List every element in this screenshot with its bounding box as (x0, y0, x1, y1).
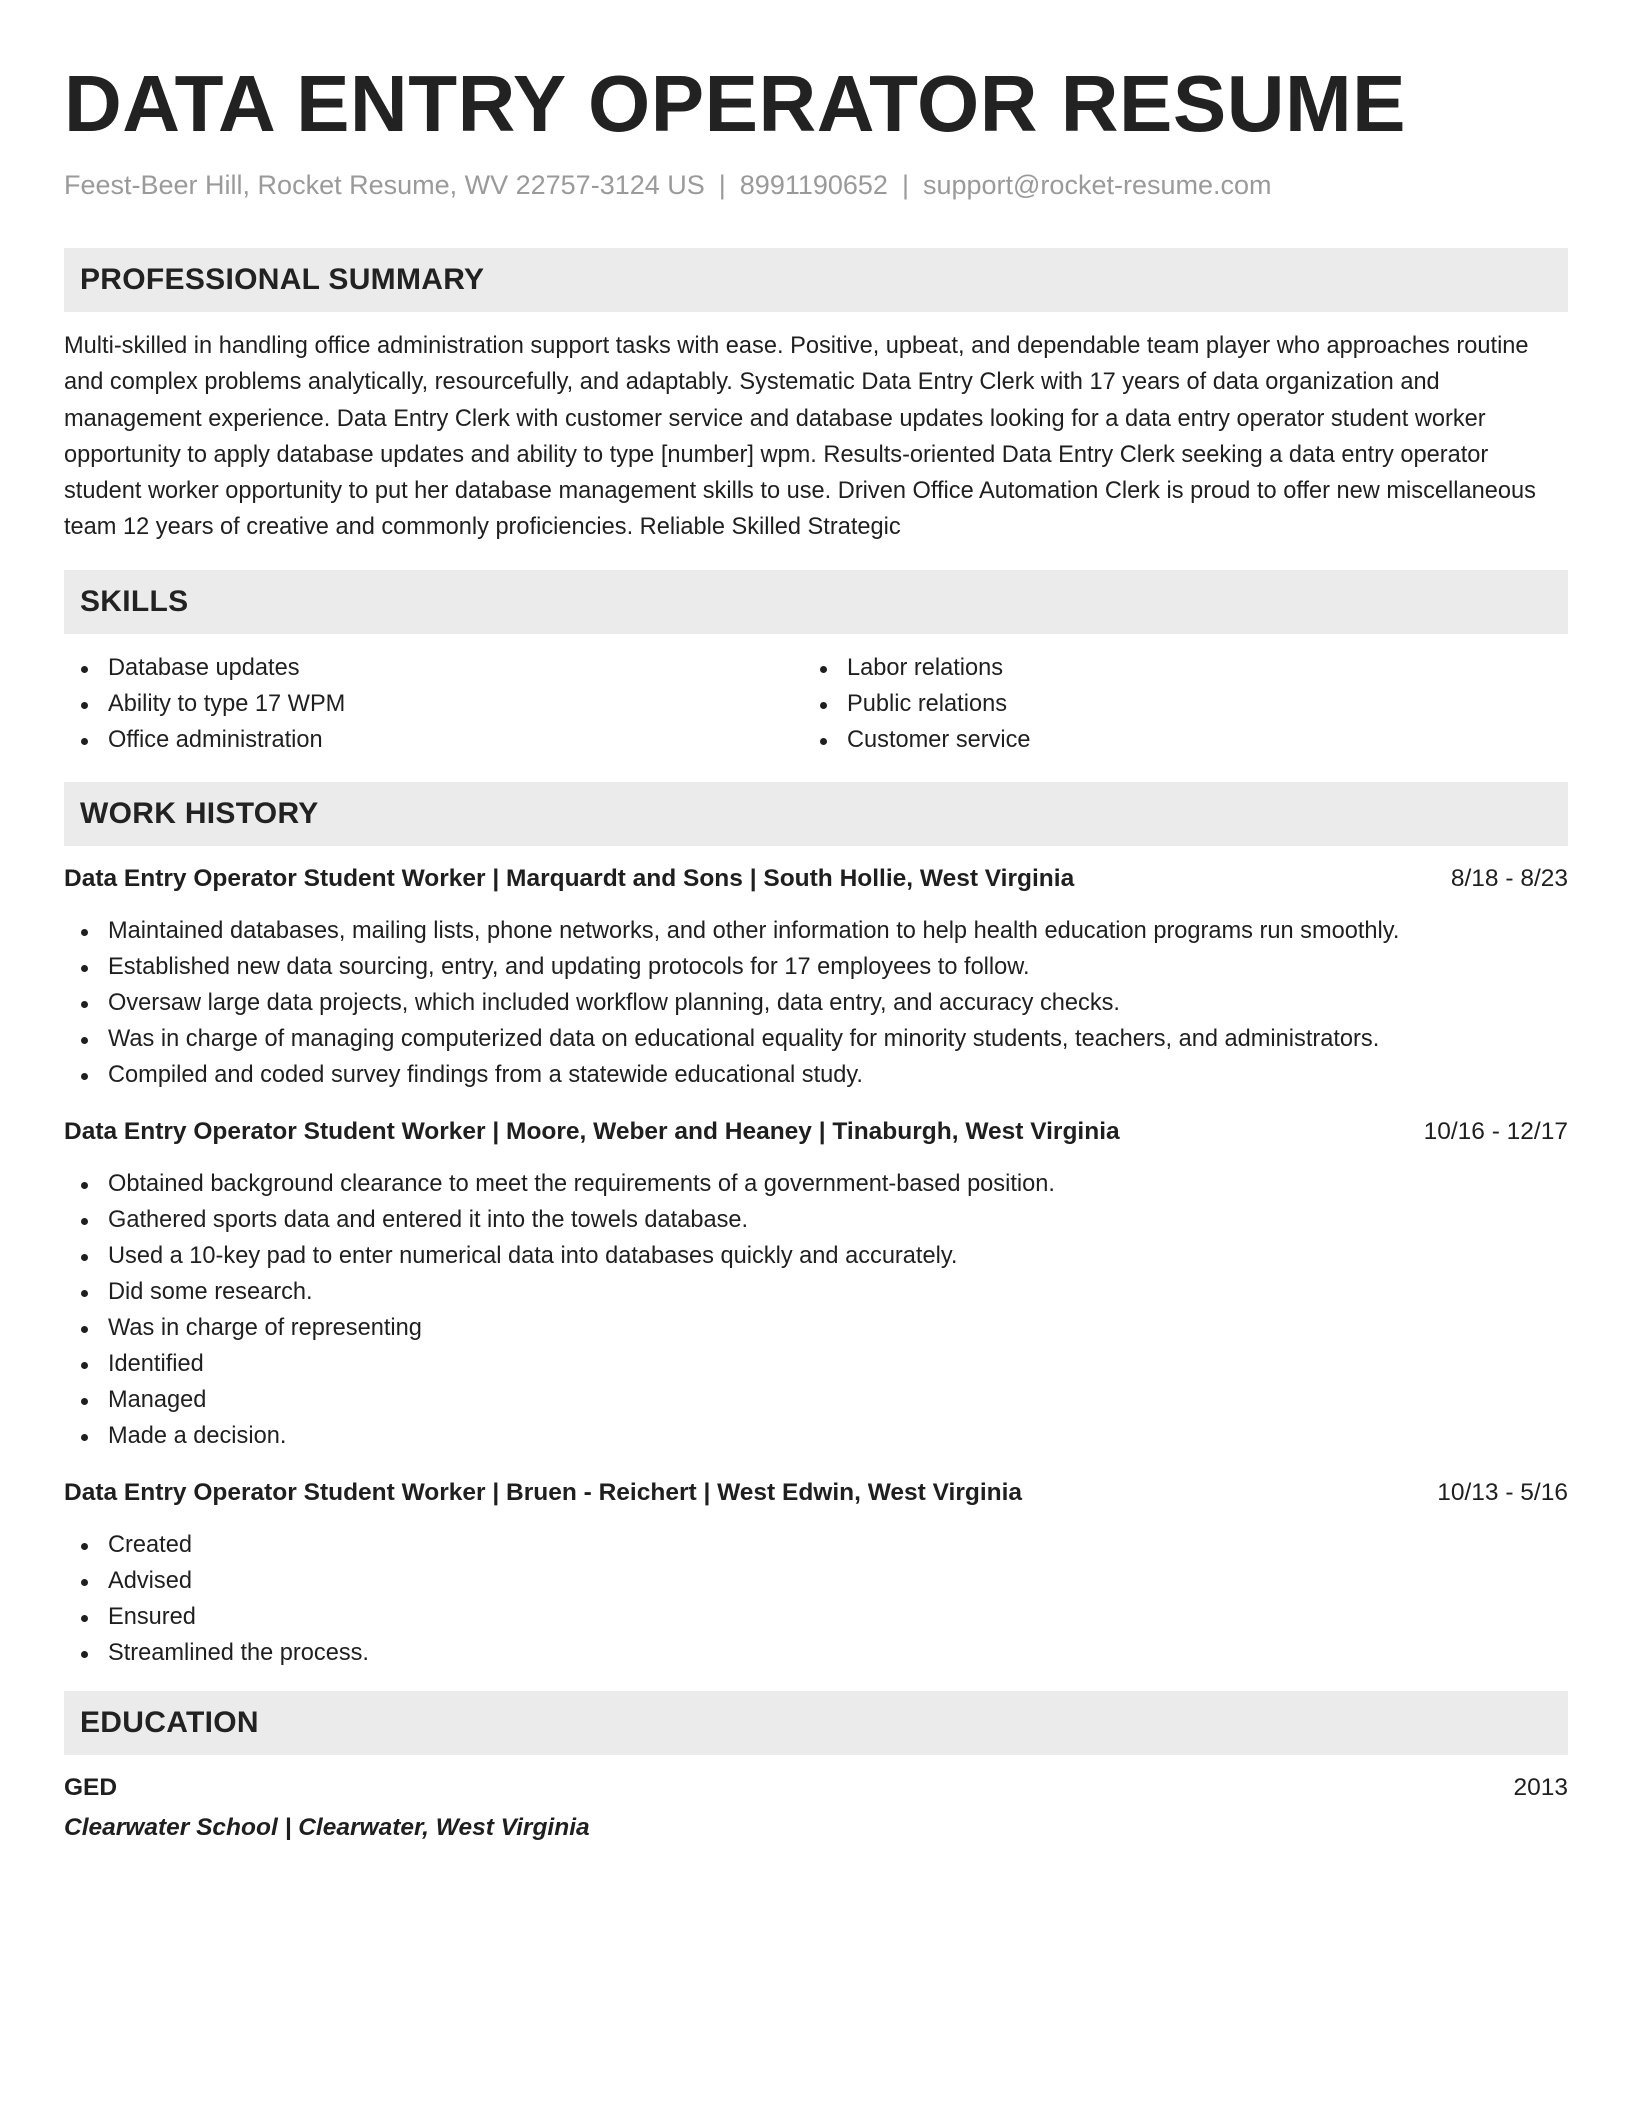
contact-email: support@rocket-resume.com (922, 170, 1272, 200)
job-bullet-list (64, 1166, 1568, 1454)
job-entry (64, 1115, 1568, 1454)
skill-item: Labor relations (803, 650, 1542, 686)
job-bullet: Streamlined the process. (64, 1635, 1568, 1671)
job-bullet: Oversaw large data projects, which included workflow planning, data entry, and accuracy checks. (64, 985, 1568, 1021)
job-header (64, 862, 1568, 896)
job-bullet: Did some research. (64, 1274, 1568, 1310)
job-bullet: Managed (64, 1382, 1568, 1418)
skill-item: Office administration (64, 722, 803, 758)
job-bullet: Was in charge of representing (64, 1310, 1568, 1346)
job-dates: 10/16 - 12/17 (1423, 1117, 1568, 1145)
contact-separator: | (718, 170, 726, 200)
job-bullet: Was in charge of managing computerized data on educational equality for minority students, teachers, and administrators. (64, 1021, 1568, 1057)
job-bullet: Created (64, 1527, 1568, 1563)
job-bullet: Established new data sourcing, entry, and updating protocols for 17 employees to follow. (64, 949, 1568, 985)
skill-item: Customer service (803, 722, 1542, 758)
contact-address: Feest-Beer Hill, Rocket Resume, WV 22757-3124 US (64, 170, 705, 200)
job-dates: 8/18 - 8/23 (1450, 864, 1568, 892)
education-school: Clearwater School | Clearwater, West Virginia (64, 1813, 590, 1841)
job-bullet: Identified (64, 1346, 1568, 1382)
contact-separator: | (901, 170, 909, 200)
skill-item: Database updates (64, 650, 803, 686)
job-bullet: Obtained background clearance to meet the requirements of a government-based position. (64, 1166, 1568, 1202)
job-title: Data Entry Operator Student Worker | Marquardt and Sons | South Hollie, West Virginia (64, 864, 1075, 892)
job-header (64, 1476, 1568, 1510)
skill-item: Public relations (803, 686, 1542, 722)
skills-list-right (803, 650, 1542, 758)
job-dates: 10/13 - 5/16 (1437, 1478, 1568, 1506)
section-header-summary: PROFESSIONAL SUMMARY (64, 248, 1568, 312)
section-header-education: EDUCATION (64, 1691, 1568, 1755)
job-title: Data Entry Operator Student Worker | Moore, Weber and Heaney | Tinaburgh, West Virginia (64, 1117, 1120, 1145)
resume-title: DATA ENTRY OPERATOR RESUME (64, 59, 1406, 148)
summary-text: Multi-skilled in handling office administration support tasks with ease. Positive, upbeat, and dependable team player who approaches routine and complex problems analytically, resourcefully, and adaptably. Systematic Data Entry Clerk with 17 years of data organization and management experience. Data Entry Clerk with customer service and database updates looking for a data entry operator student worker opportunity to apply database updates and ability to type [number] wpm. Results-oriented Data Entry Clerk seeking a data entry operator student worker opportunity to put her database management skills to use. Driven Office Automation Clerk is proud to offer new miscellaneous team 12 years of creative and commonly proficiencies. Reliable Skilled Strategic (64, 333, 1536, 541)
job-bullet: Used a 10-key pad to enter numerical data into databases quickly and accurately. (64, 1238, 1568, 1274)
job-bullet: Ensured (64, 1599, 1568, 1635)
job-title: Data Entry Operator Student Worker | Bruen - Reichert | West Edwin, West Virginia (64, 1478, 1023, 1506)
contact-line (64, 168, 1568, 202)
education-header (64, 1771, 1568, 1805)
education-degree: GED (64, 1773, 118, 1801)
skill-item: Ability to type 17 WPM (64, 686, 803, 722)
job-bullet: Compiled and coded survey findings from a statewide educational study. (64, 1057, 1568, 1093)
section-header-skills: SKILLS (64, 570, 1568, 634)
job-bullet: Made a decision. (64, 1418, 1568, 1454)
job-bullet-list (64, 913, 1568, 1093)
job-bullet: Advised (64, 1563, 1568, 1599)
skills-grid (64, 650, 1568, 758)
contact-phone: 8991190652 (739, 170, 888, 200)
job-header (64, 1115, 1568, 1149)
job-entry (64, 1476, 1568, 1671)
education-year: 2013 (1513, 1773, 1568, 1801)
job-bullet: Maintained databases, mailing lists, phone networks, and other information to help health education programs run smoothly. (64, 913, 1568, 949)
job-entry (64, 862, 1568, 1093)
job-bullet-list (64, 1527, 1568, 1671)
section-header-work-history: WORK HISTORY (64, 782, 1568, 846)
skills-list-left (64, 650, 803, 758)
job-bullet: Gathered sports data and entered it into the towels database. (64, 1202, 1568, 1238)
